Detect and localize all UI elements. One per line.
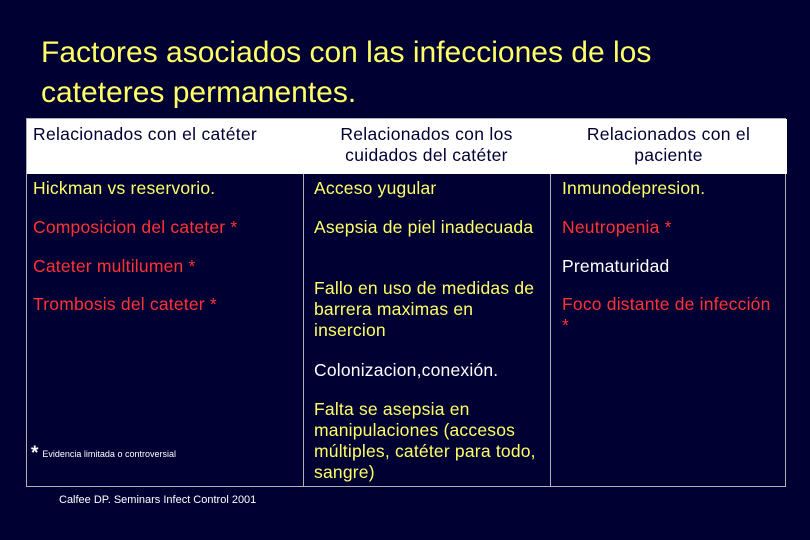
footnote-text: Evidencia limitada o controversial (42, 449, 176, 459)
factors-table (26, 118, 786, 487)
patient-factor: Neutropenia * (562, 217, 672, 237)
care-factor: Fallo en uso de medidas de barrera maximas en insercion (314, 278, 535, 340)
slide-title (41, 33, 781, 113)
patient-factor: Prematuridad (562, 256, 670, 276)
title-line-1: Factores asociados con las infecciones de los (41, 36, 652, 69)
title-line-2: cateteres permanentes. (41, 76, 357, 109)
care-factor: Falta se asepsia en manipulaciones (accesos múltiples, catéter para todo, sangre) (314, 399, 536, 482)
patient-factor: Foco distante de infección * (562, 294, 771, 335)
care-factor: Acceso yugular (314, 178, 437, 198)
column-divider (303, 174, 304, 486)
header-catheter: Relacionados con el catéter (27, 119, 303, 174)
header-care: Relacionados con los cuidados del catéter (303, 119, 550, 174)
header-patient: Relacionados con el paciente (550, 119, 787, 174)
catheter-factor: Trombosis del cateter * (33, 294, 217, 314)
catheter-factor: Hickman vs reservorio. (33, 178, 216, 198)
care-factor: Colonizacion,conexión. (314, 360, 499, 380)
footnote-star: * (31, 443, 39, 464)
catheter-factor: Composicion del cateter * (33, 217, 238, 237)
column-divider (550, 174, 551, 486)
patient-factor: Inmunodepresion. (562, 178, 706, 198)
citation: Calfee DP. Seminars Infect Control 2001 (59, 494, 257, 506)
footnote (31, 444, 176, 464)
catheter-factor: Cateter multilumen * (33, 256, 196, 276)
care-factor: Asepsia de piel inadecuada (314, 217, 534, 237)
